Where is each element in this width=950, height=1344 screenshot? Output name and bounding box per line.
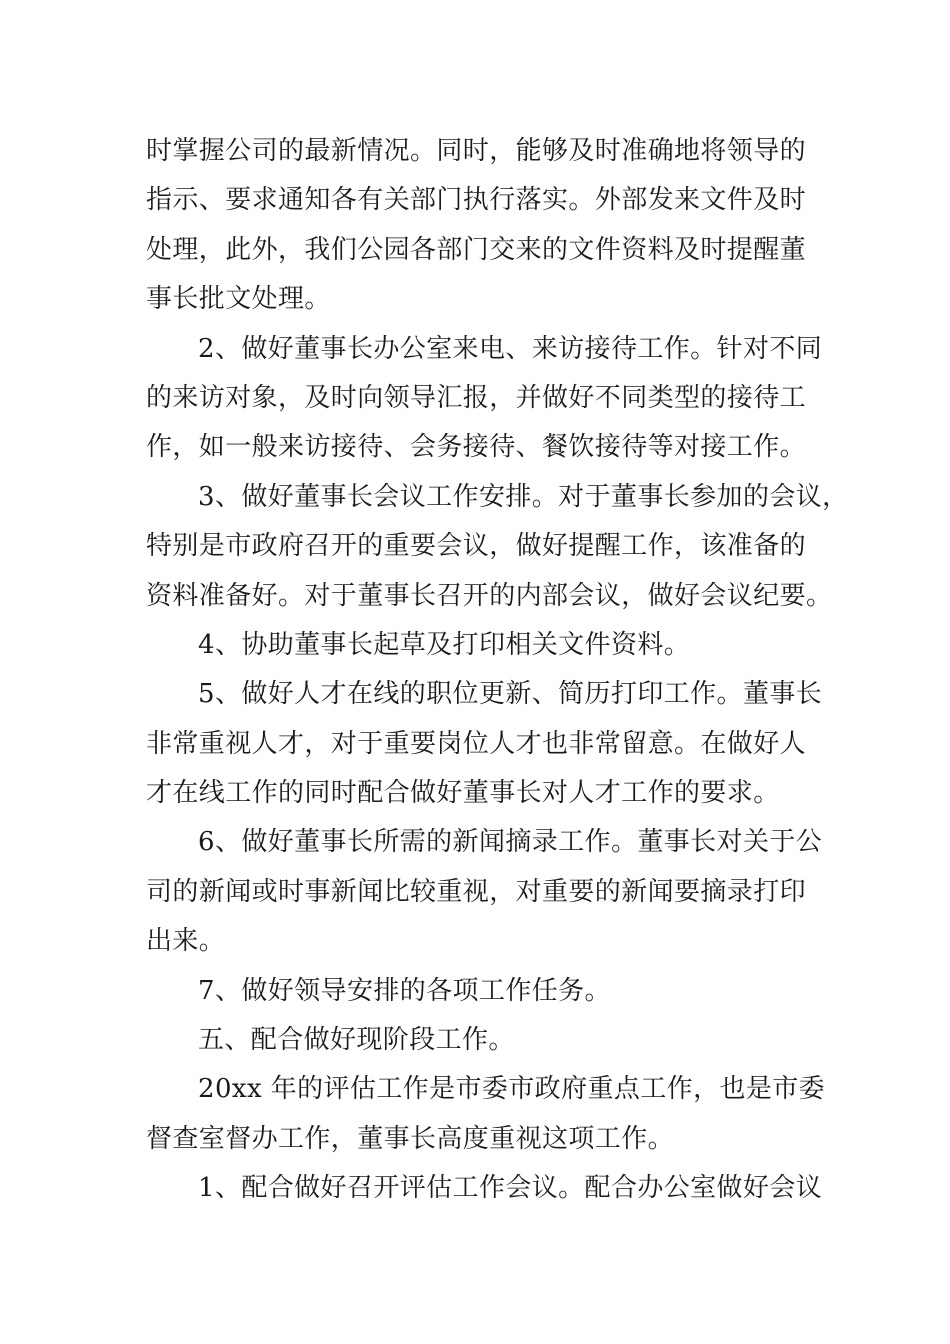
text-line: 处理，此外，我们公园各部门交来的文件资料及时提醒董 <box>146 234 807 265</box>
text-line: 出来。 <box>146 926 226 957</box>
text-line: 2、做好董事长办公室来电、来访接待工作。针对不同 <box>198 333 823 364</box>
text-line: 20xx 年的评估工作是市委市政府重点工作，也是市委 <box>198 1074 826 1105</box>
document-body <box>146 127 849 1214</box>
text-line: 五、配合做好现阶段工作。 <box>198 1025 515 1056</box>
text-line: 的来访对象，及时向领导汇报，并做好不同类型的接待工 <box>146 382 807 413</box>
text-line: 7、做好领导安排的各项工作任务。 <box>198 975 611 1006</box>
text-line: 时掌握公司的最新情况。同时，能够及时准确地将领导的 <box>146 136 807 166</box>
text-line: 督查室督办工作，董事长高度重视这项工作。 <box>146 1123 675 1154</box>
text-line: 1、配合做好召开评估工作会议。配合办公室做好会议 <box>198 1173 823 1204</box>
text-line: 3、做好董事长会议工作安排。对于董事长参加的会议， <box>198 481 849 512</box>
text-line: 事长批文处理。 <box>146 284 331 315</box>
text-line: 4、协助董事长起草及打印相关文件资料。 <box>198 629 691 660</box>
text-line: 作，如一般来访接待、会务接待、餐饮接待等对接工作。 <box>146 432 807 463</box>
text-line: 才在线工作的同时配合做好董事长对人才工作的要求。 <box>146 778 780 809</box>
text-line: 非常重视人才，对于重要岗位人才也非常留意。在做好人 <box>146 728 807 759</box>
text-line: 5、做好人才在线的职位更新、简历打印工作。董事长 <box>198 679 823 710</box>
text-line: 司的新闻或时事新闻比较重视，对重要的新闻要摘录打印 <box>146 876 807 907</box>
text-line: 指示、要求通知各有关部门执行落实。外部发来文件及时 <box>146 185 807 216</box>
text-line: 6、做好董事长所需的新闻摘录工作。董事长对关于公 <box>198 827 823 858</box>
text-line: 特别是市政府召开的重要会议，做好提醒工作，该准备的 <box>146 531 807 562</box>
text-line: 资料准备好。对于董事长召开的内部会议，做好会议纪要。 <box>146 580 833 611</box>
